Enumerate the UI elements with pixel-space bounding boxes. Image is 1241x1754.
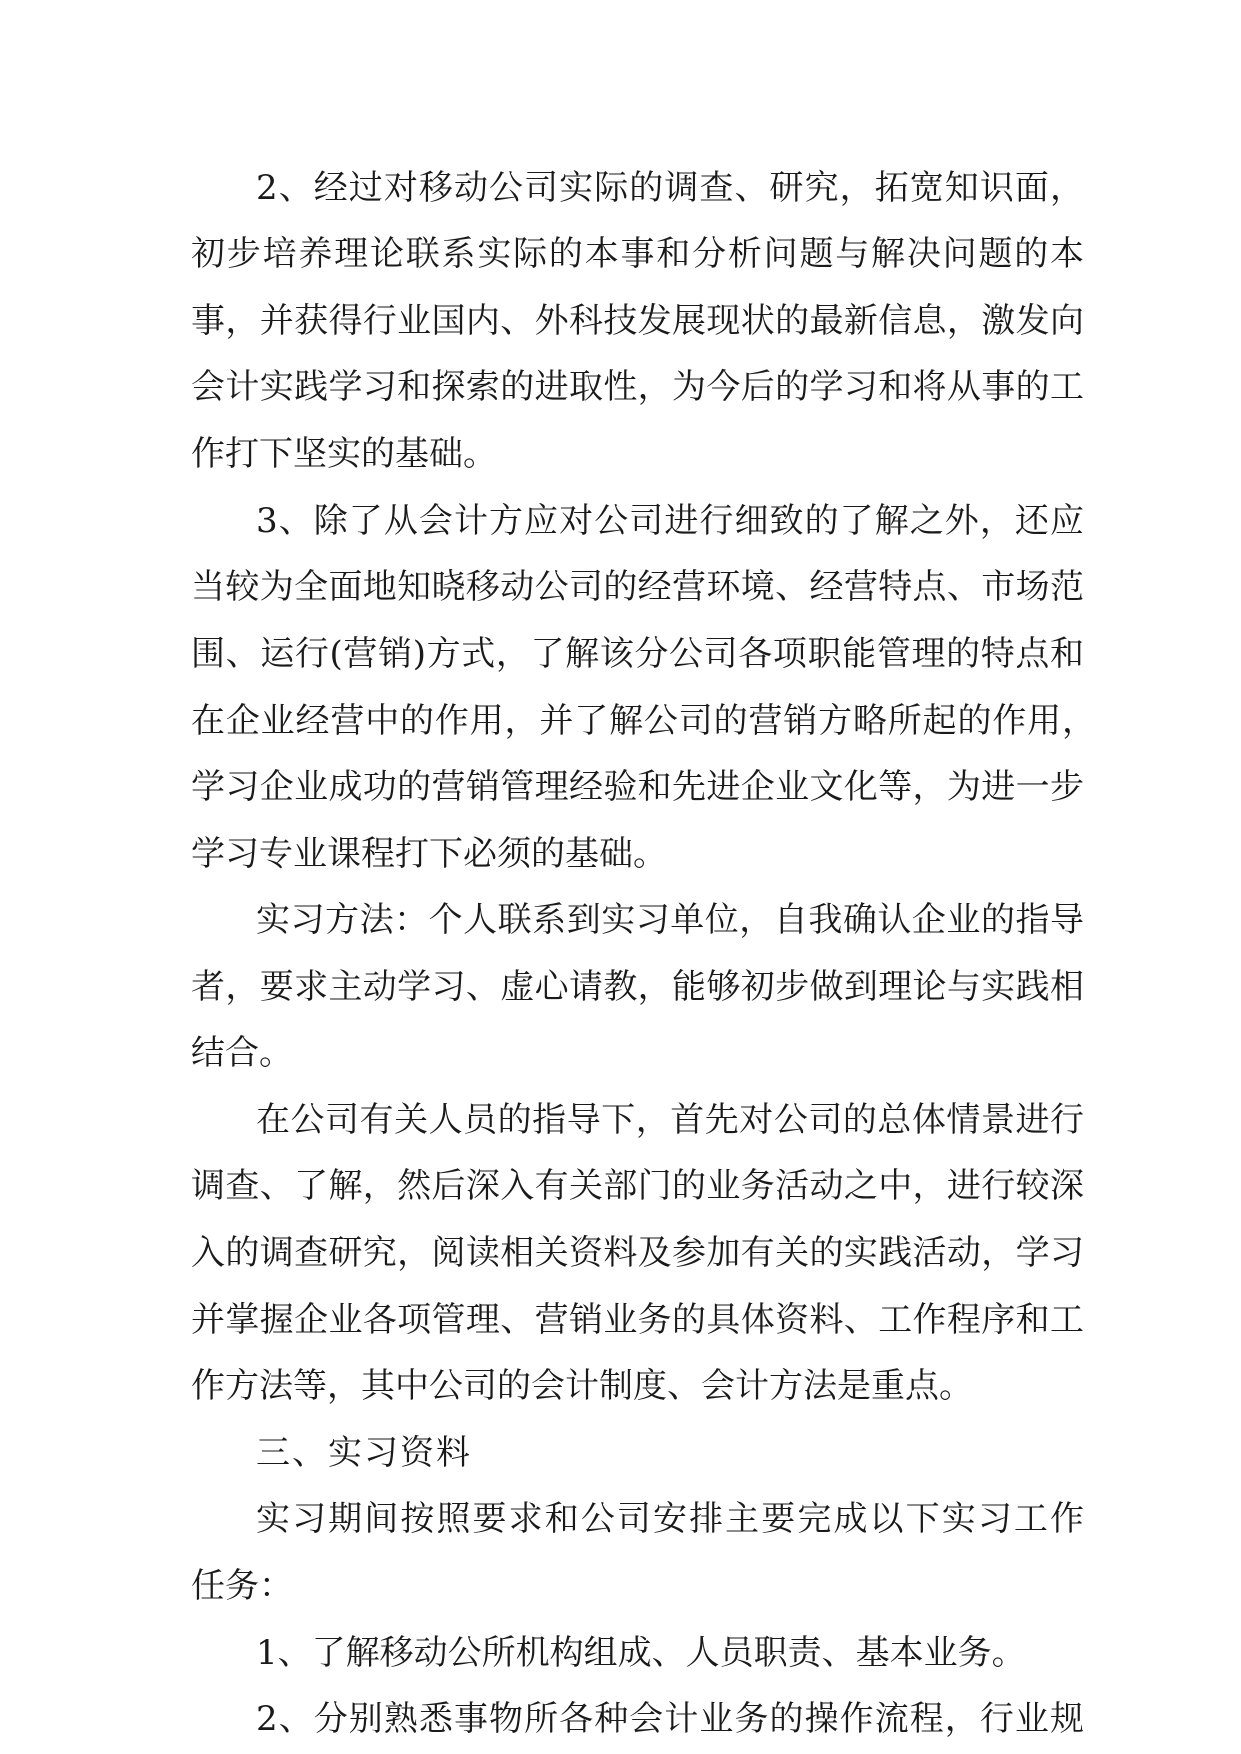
text-line: 当较为全面地知晓移动公司的经营环境、经营特点、市场范: [191, 567, 1084, 607]
text-line: 学习专业课程打下必须的基础。: [191, 834, 667, 874]
text-line: 实习方法：个人联系到实习单位，自我确认企业的指导: [256, 900, 1084, 940]
text-line: 围、运行(营销)方式，了解该分公司各项职能管理的特点和: [191, 634, 1084, 674]
text-line: 2、分别熟悉事物所各种会计业务的操作流程，行业规: [256, 1699, 1084, 1739]
text-line: 学习企业成功的营销管理经验和先进企业文化等，为进一步: [191, 767, 1084, 807]
text-line: 入的调查研究，阅读相关资料及参加有关的实践活动，学习: [191, 1233, 1084, 1273]
text-line: 初步培养理论联系实际的本事和分析问题与解决问题的本: [191, 234, 1084, 274]
text-line: 1、了解移动公所机构组成、人员职责、基本业务。: [256, 1633, 1026, 1673]
text-line: 会计实践学习和探索的进取性，为今后的学习和将从事的工: [191, 367, 1084, 407]
text-line: 在公司有关人员的指导下，首先对公司的总体情景进行: [256, 1100, 1084, 1140]
text-line: 结合。: [191, 1033, 293, 1073]
text-line: 调查、了解，然后深入有关部门的业务活动之中，进行较深: [191, 1166, 1084, 1206]
section-heading: 三、实习资料: [256, 1433, 472, 1473]
text-line: 任务：: [191, 1566, 293, 1606]
text-line: 在企业经营中的作用，并了解公司的营销方略所起的作用，: [191, 701, 1096, 741]
text-line: 者，要求主动学习、虚心请教，能够初步做到理论与实践相: [191, 967, 1084, 1007]
text-line: 并掌握企业各项管理、营销业务的具体资料、工作程序和工: [191, 1300, 1084, 1340]
text-line: 作方法等，其中公司的会计制度、会计方法是重点。: [191, 1366, 973, 1406]
text-line: 3、除了从会计方应对公司进行细致的了解之外，还应: [256, 501, 1084, 541]
text-line: 2、经过对移动公司实际的调查、研究，拓宽知识面，: [256, 168, 1084, 208]
text-line: 事，并获得行业国内、外科技发展现状的最新信息，激发向: [191, 301, 1084, 341]
text-line: 实习期间按照要求和公司安排主要完成以下实习工作: [256, 1499, 1084, 1539]
text-line: 作打下坚实的基础。: [191, 434, 497, 474]
